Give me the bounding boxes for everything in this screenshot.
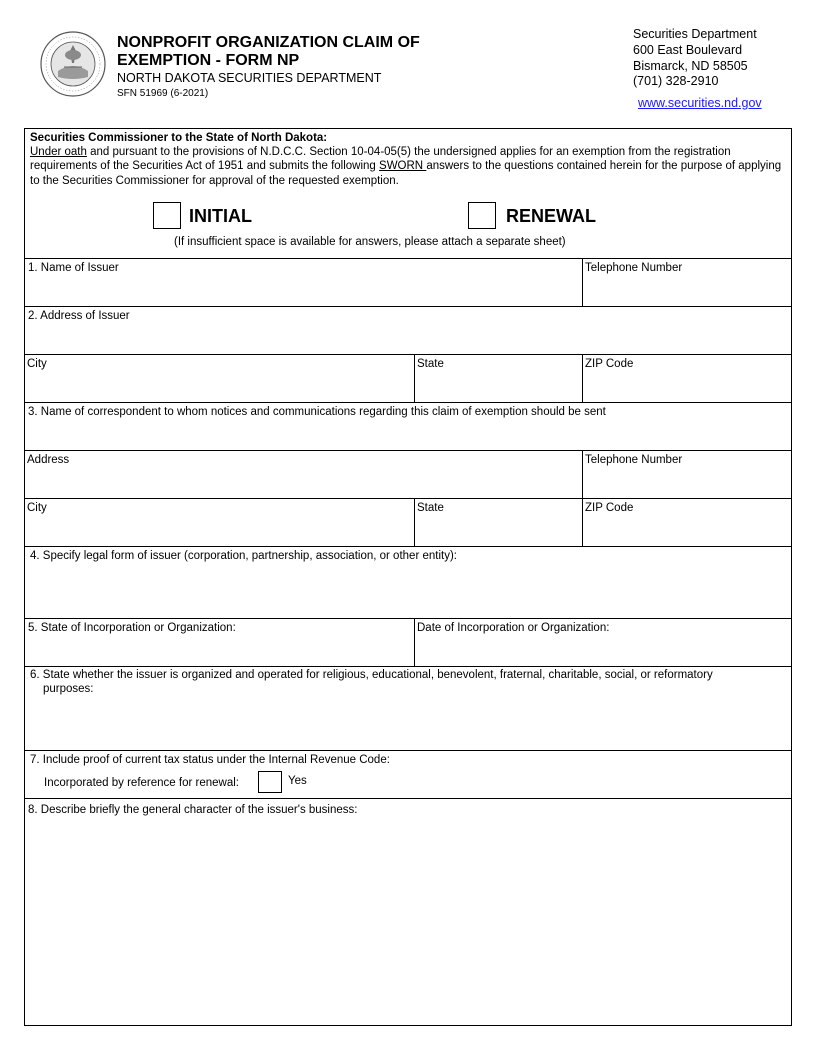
purposes-label-line-1: 6. State whether the issuer is organized and operated for religious, educational, benevolent, fraternal, charitable, social, or reformatory	[30, 669, 713, 681]
initial-label: INITIAL	[189, 206, 252, 226]
issuer-city-label: City	[27, 358, 47, 370]
contact-street: 600 East Boulevard	[633, 42, 743, 57]
contact-block	[633, 27, 757, 90]
correspondent-phone-field[interactable]	[583, 467, 791, 498]
incorporation-state-label: 5. State of Incorporation or Organization:	[28, 622, 236, 634]
correspondent-address-label: Address	[27, 454, 70, 466]
incorporation-date-label: Date of Incorporation or Organization:	[417, 622, 610, 634]
state-seal-icon	[40, 31, 106, 97]
incorporation-state-field[interactable]	[25, 635, 414, 666]
issuer-name-field[interactable]	[25, 275, 582, 306]
issuer-zip-label: ZIP Code	[585, 358, 634, 370]
correspondent-state-field[interactable]	[415, 515, 582, 546]
incorporation-date-field[interactable]	[415, 635, 791, 666]
intro-text-a: and pursuant to the provisions of N.D.C.C. Section 10-04-05(5) the undersigned applies for an exemption from the registration requirements of the Securities Act of 1951 and submits the following	[30, 146, 731, 173]
legal-form-label: 4. Specify legal form of issuer (corporation, partnership, association, or other entity):	[30, 550, 457, 562]
title-line-1: NONPROFIT ORGANIZATION CLAIM OF	[117, 34, 420, 51]
business-description-label: 8. Describe briefly the general character of the issuer's business:	[28, 804, 358, 816]
contact-city: Bismarck, ND 58505	[633, 58, 748, 73]
intro-text-b: answers to the questions contained herein for the purpose of applying to the Securities Commissioner for approval of the requested exemption.	[30, 160, 782, 187]
correspondent-phone-label: Telephone Number	[585, 454, 683, 466]
under-oath-text: Under oath	[30, 146, 87, 159]
correspondent-state-label: State	[417, 502, 444, 514]
yes-label: Yes	[288, 775, 307, 787]
correspondent-city-label: City	[27, 502, 47, 514]
title-line-2: EXEMPTION - FORM NP	[117, 52, 300, 69]
intro-paragraph	[30, 131, 785, 188]
tax-status-label: 7. Include proof of current tax status under the Internal Revenue Code:	[30, 754, 390, 766]
claim-form	[24, 128, 792, 1026]
form-title	[117, 34, 420, 70]
issuer-name-label: 1. Name of Issuer	[28, 262, 119, 274]
department-name: NORTH DAKOTA SECURITIES DEPARTMENT	[117, 71, 382, 85]
issuer-zip-field[interactable]	[583, 371, 791, 402]
renewal-yes-checkbox[interactable]	[258, 771, 282, 793]
business-description-field[interactable]	[25, 819, 791, 1025]
issuer-state-field[interactable]	[415, 371, 582, 402]
renewal-checkbox[interactable]	[468, 202, 496, 229]
purposes-field[interactable]	[25, 697, 791, 750]
intro-heading: Securities Commissioner to the State of North Dakota:	[30, 132, 328, 144]
correspondent-zip-label: ZIP Code	[585, 502, 634, 514]
issuer-city-field[interactable]	[25, 371, 414, 402]
correspondent-address-field[interactable]	[25, 467, 582, 498]
issuer-address-field[interactable]	[25, 323, 791, 354]
correspondent-label: 3. Name of correspondent to whom notices and communications regarding this claim of exemption should be sent	[28, 406, 606, 418]
contact-name: Securities Department	[633, 27, 757, 41]
purposes-label-line-2: purposes:	[43, 683, 94, 695]
issuer-state-label: State	[417, 358, 444, 370]
correspondent-field[interactable]	[25, 419, 791, 450]
issuer-phone-label: Telephone Number	[585, 262, 683, 274]
renewal-label: RENEWAL	[506, 206, 596, 226]
issuer-phone-field[interactable]	[583, 275, 791, 306]
sworn-text: SWORN	[379, 160, 427, 173]
insufficient-space-note: (If insufficient space is available for answers, please attach a separate sheet)	[174, 236, 566, 248]
issuer-address-label: 2. Address of Issuer	[28, 310, 130, 322]
legal-form-field[interactable]	[25, 565, 791, 618]
form-number: SFN 51969 (6-2021)	[117, 88, 209, 99]
website-link[interactable]: www.securities.nd.gov	[638, 96, 762, 110]
initial-checkbox[interactable]	[153, 202, 181, 229]
contact-phone: (701) 328-2910	[633, 74, 719, 89]
correspondent-zip-field[interactable]	[583, 515, 791, 546]
reference-label: Incorporated by reference for renewal:	[44, 777, 239, 789]
correspondent-city-field[interactable]	[25, 515, 414, 546]
